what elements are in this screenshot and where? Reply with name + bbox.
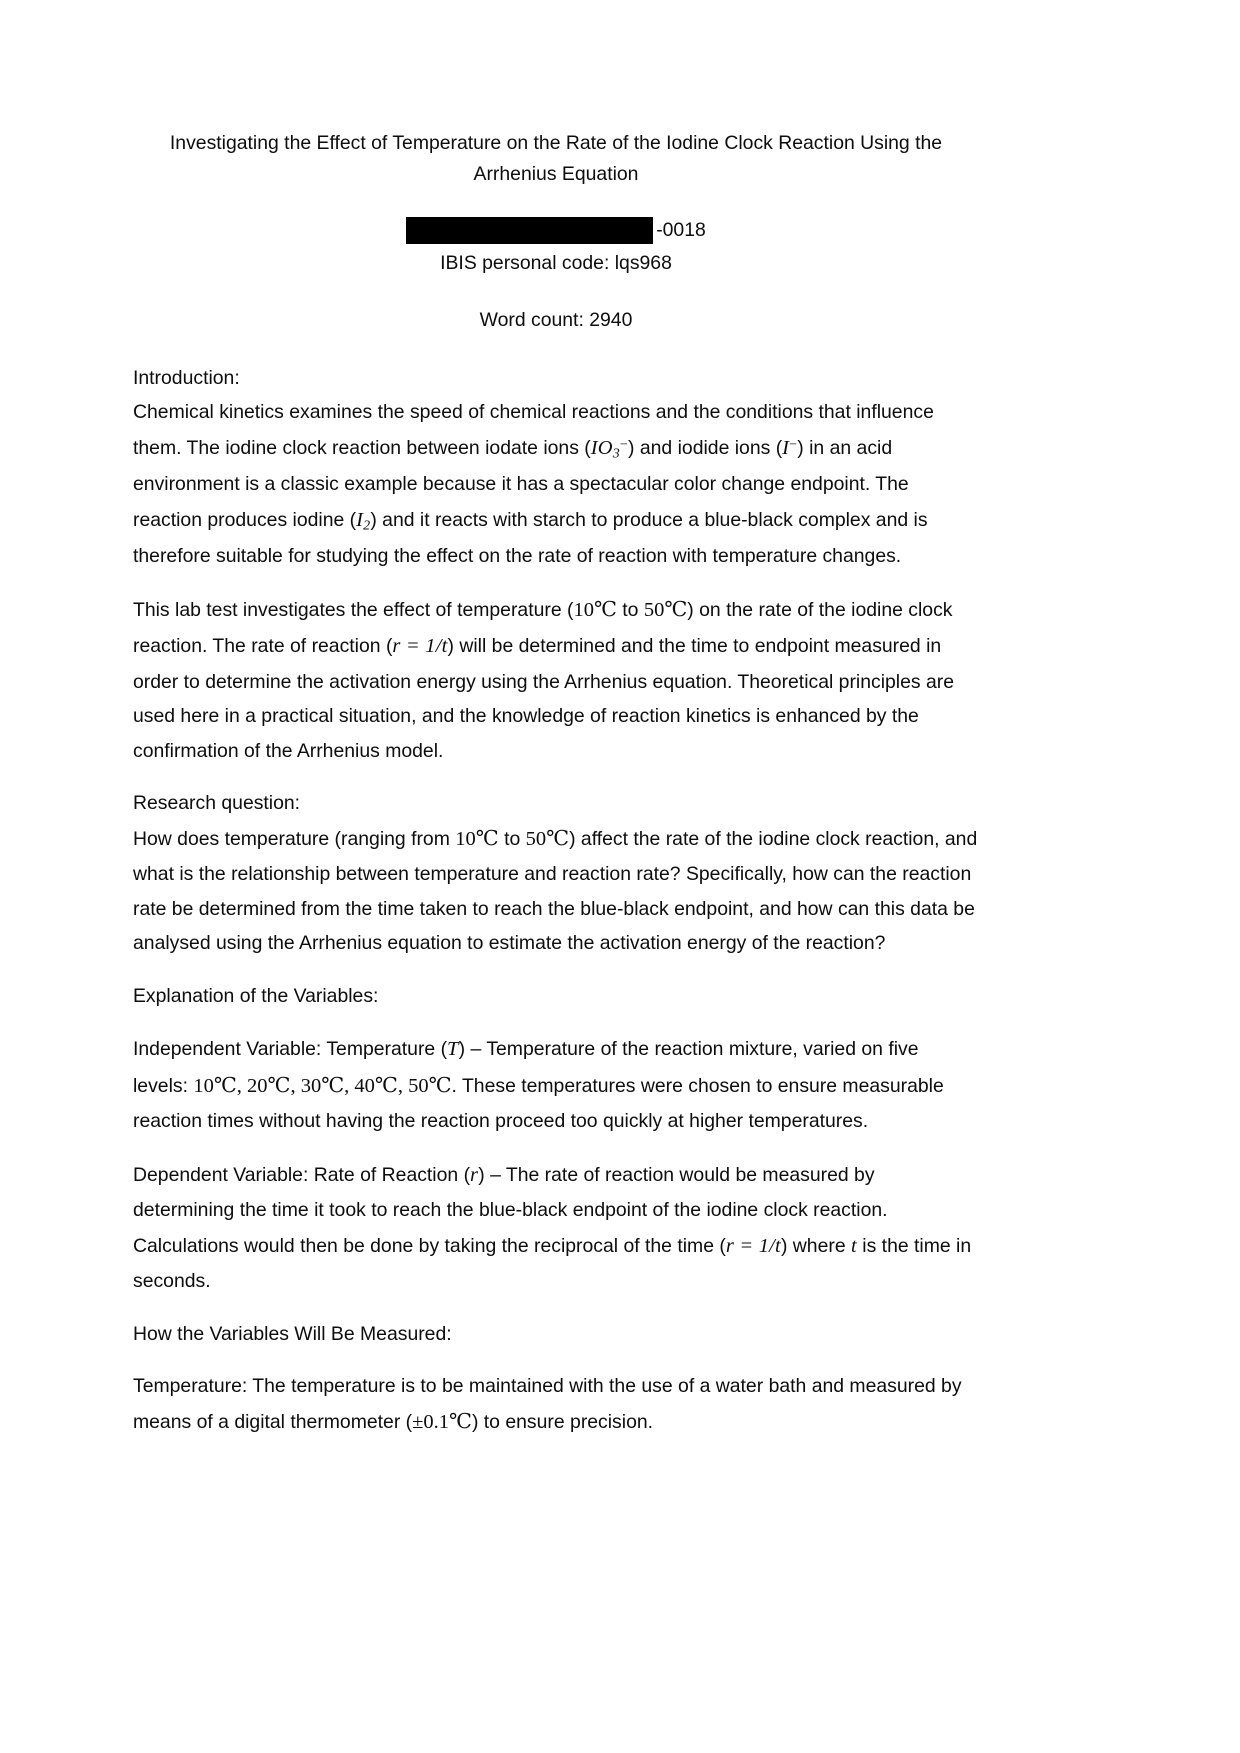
rq-temperature-lower-bound: 10℃ (455, 827, 499, 850)
measurement-heading: How the Variables Will Be Measured: (133, 1322, 452, 1345)
dv-part-c: ) where (780, 1234, 851, 1257)
rq-part-b: to (498, 827, 526, 850)
temp-measure-part-a: Temperature: The temperature is to be maintained with the use of a water bath and measured by means of a digital thermometer ( (133, 1375, 962, 1433)
temp-measure-part-b: ) to ensure precision. (471, 1410, 654, 1433)
research-question-heading: Research question: (133, 792, 301, 815)
word-count: Word count: 2940 (479, 309, 633, 332)
ibis-personal-code: IBIS personal code: lqs968 (440, 252, 672, 275)
intro-p1-part-a: Chemical kinetics examines the speed of chemical reactions and the conditions that influence them. The iodine clock reaction between iodate ions ( (133, 401, 934, 459)
title-line-2: Arrhenius Equation (473, 163, 639, 186)
dependent-variable-paragraph (133, 1157, 978, 1299)
iodate-ion-formula (590, 436, 629, 462)
temperature-symbol: T (447, 1038, 459, 1061)
temperature-upper-bound: 50℃ (643, 598, 688, 621)
iv-part-b: ) – Temperature of the reaction mixture, varied on five levels: (133, 1038, 919, 1097)
intro-p2-part-b: to (616, 598, 644, 621)
redaction-block (406, 217, 653, 244)
thermometer-uncertainty: ±0.1℃ (412, 1410, 472, 1433)
iv-part-c: . These temperatures were chosen to ensure measurable reaction times without having the reaction proceed too quickly at higher temperatures. (133, 1074, 944, 1133)
independent-variable-paragraph (133, 1031, 978, 1139)
document-body (133, 128, 978, 1440)
intro-p2-part-a: This lab test investigates the effect of temperature ( (133, 598, 574, 621)
rate-equation-inline: r = 1/t (392, 635, 448, 658)
document-title (142, 128, 970, 191)
research-question-paragraph (133, 821, 978, 961)
temperature-lower-bound: 10℃ (573, 598, 617, 621)
dv-part-d: is the time in seconds. (133, 1234, 972, 1293)
iodate-symbol: IO (590, 436, 613, 459)
time-symbol: t (851, 1234, 857, 1257)
title-line-1: Investigating the Effect of Temperature on the Rate of the Iodine Clock Reaction Using the (169, 132, 943, 154)
intro-p1-part-c: ) in an acid environment is a classic example because it has a spectacular color change endpoint. The reaction produces iodine ( (133, 436, 909, 531)
rq-temperature-upper-bound: 50℃ (525, 827, 570, 850)
rate-symbol: r (470, 1163, 479, 1186)
dv-part-a: Dependent Variable: Rate of Reaction ( (133, 1163, 471, 1186)
candidate-number-suffix: -0018 (656, 218, 706, 241)
iodide-ion-formula (782, 437, 797, 459)
temperature-measurement-paragraph (133, 1369, 978, 1440)
iv-part-a: Independent Variable: Temperature ( (133, 1038, 448, 1061)
variables-heading: Explanation of the Variables: (133, 984, 379, 1007)
dv-part-b: ) – The rate of reaction would be measured by determining the time it took to reach the blue-black endpoint of the iodine clock reaction. Calculations would then be done by taking the reciprocal of the time ( (133, 1163, 888, 1257)
temperature-levels: 10℃, 20℃, 30℃, 40℃, 50℃ (193, 1074, 452, 1097)
spacer (133, 337, 978, 361)
introduction-paragraph-1 (133, 395, 978, 573)
iodate-subscript: 3 (612, 446, 620, 462)
intro-p2-part-d: ) will be determined and the time to endpoint measured in order to determine the activation energy using the Arrhenius equation. Theoretical principles are used here in a practical situation, and the knowledge of reaction kinetics is enhanced by the confirmation of the Arrhenius model. (133, 635, 954, 762)
intro-p2-part-c: ) on the rate of the iodine clock reaction. The rate of reaction ( (133, 598, 953, 658)
intro-p1-part-b: ) and iodide ions ( (628, 436, 783, 459)
iodine-molecule-formula (356, 508, 371, 534)
introduction-paragraph-2 (133, 592, 978, 769)
intro-p1-part-d: ) and it reacts with starch to produce a blue-black complex and is therefore suitable for studying the effect on the rate of reaction with temperature changes. (133, 508, 928, 568)
redacted-name-line (142, 217, 970, 244)
rq-part-c: ) affect the rate of the iodine clock reaction, and what is the relationship between temperature and reaction rate? Specifically, how can the reaction rate be determined from the time taken to reach the blue-black endpoint, and how can this data be analysed using the Arrhenius equation to estimate the activation energy of the reaction? (133, 827, 978, 955)
iodide-symbol: I (782, 436, 790, 459)
iodate-charge: − (619, 437, 629, 453)
iodine-symbol: I (356, 508, 364, 531)
rate-reciprocal-equation: r = 1/t (725, 1234, 781, 1257)
introduction-heading: Introduction: (133, 366, 240, 389)
iodine-subscript: 2 (363, 518, 371, 534)
rq-part-a: How does temperature (ranging from (133, 827, 456, 850)
iodide-charge: − (789, 437, 798, 453)
